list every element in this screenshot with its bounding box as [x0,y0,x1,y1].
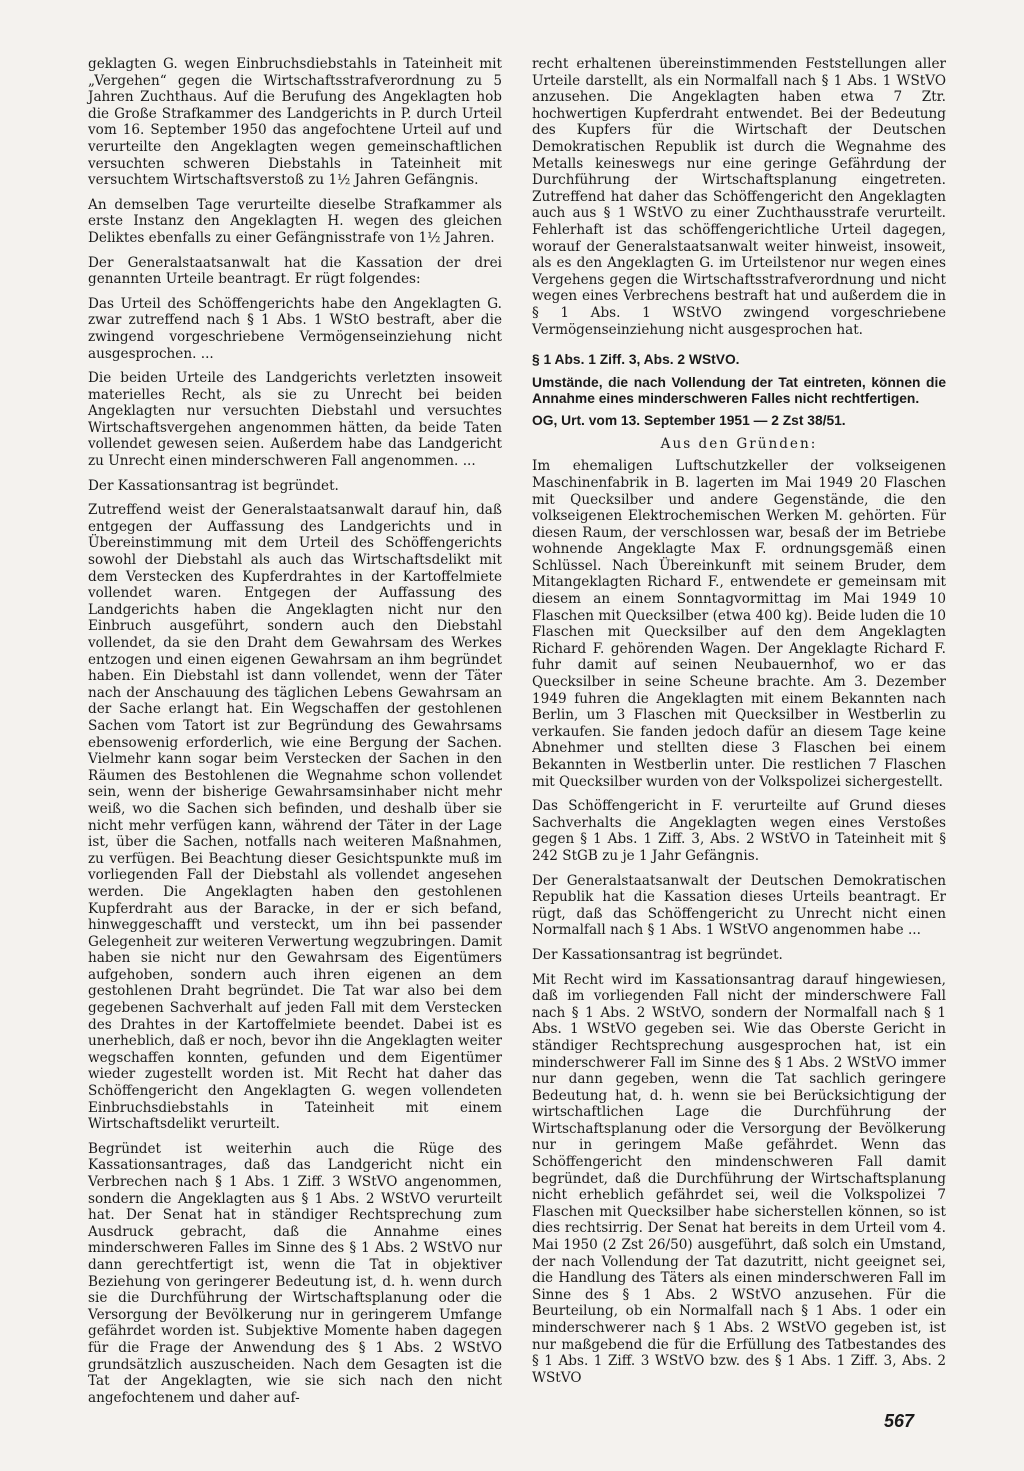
paragraph: An demselben Tage verurteilte dieselbe Strafkammer als erste Instanz den Angeklagten H. wegen des gleichen Deliktes ebenfalls zu einer Gefängnisstrafe von 1½ Jahren. [88,196,502,246]
left-column [88,56,502,1414]
right-column [532,56,946,1394]
paragraph: Mit Recht wird im Kassationsantrag darauf hingewiesen, daß im vorliegenden Fall nicht der minderschwere Fall nach § 1 Abs. 2 WStVO, sondern der Normalfall nach § 1 Abs. 1 WStVO gegeben sei. Wie das Oberste Gericht in ständiger Rechtsprechung ausgesprochen hat, ist ein minderschwerer Fall im Sinne des § 1 Abs. 2 WStVO immer nur dann gegeben, wenn die Tat sachlich geringere Bedeutung hat, d. h. wenn sie bei Berücksichtigung der wirtschaftlichen Lage die Durchführung der Wirtschaftsplanung oder die Versorgung der Bevölkerung nur in geringem Maße gefährdet. Wenn das Schöffengericht den mindenschweren Fall damit begründet, daß die Durchführung der Wirtschaftsplanung nicht erheblich gefährdet sei, weil die Volkspolizei 7 Flaschen mit Quecksilber habe sicherstellen können, so ist dies rechtsirrig. Der Senat hat bereits in dem Urteil vom 4. Mai 1950 (2 Zst 26/50) ausgeführt, daß solch ein Umstand, der nach Vollendung der Tat dazutritt, nicht geeignet sei, die Handlung des Täters als einen minderschweren Fall im Sinne des § 1 Abs. 2 WStVO anzusehen. Für die Beurteilung, ob ein Normalfall nach § 1 Abs. 1 oder ein minderschwerer nach § 1 Abs. 2 WStVO gegeben ist, ist nur maßgebend die für die Erfüllung des Tatbestandes des § 1 Abs. 1 Ziff. 3 WStVO bzw. des § 1 Abs. 1 Ziff. 3, Abs. 2 WStVO [532,971,946,1386]
paragraph: Im ehemaligen Luftschutzkeller der volkseigenen Maschinenfabrik in B. lagerten im Mai 1949 20 Flaschen mit Quecksilber und andere Gegenstände, die den volkseigenen Elektrochemischen Werken M. gehörten. Für diesen Raum, der verschlossen war, besaß der im Betriebe wohnende Angeklagte Max F. ordnungsgemäß einen Schlüssel. Nach Übereinkunft mit seinem Bruder, dem Mitangeklagten Richard F., entwendete er gemeinsam mit diesem an einem Sonntagvormittag im Mai 1949 10 Flaschen mit Quecksilber (etwa 400 kg). Beide luden die 10 Flaschen mit Quecksilber auf den dem Angeklagten Richard F. gehörenden Wagen. Der Angeklagte Richard F. fuhr damit auf seinen Neubauernhof, wo er das Quecksilber in seine Scheune brachte. Am 3. Dezember 1949 fuhren die Angeklagten mit einem Bekannten nach Berlin, um 3 Flaschen mit Quecksilber in Westberlin zu verkaufen. Sie fanden jedoch dafür an diesem Tage keine Abnehmer und stellten diese 3 Flaschen bei einem Bekannten in Westberlin unter. Die restlichen 7 Flaschen mit Quecksilber wurden von der Volkspolizei sichergestellt. [532,458,946,790]
paragraph: Zutreffend weist der Generalstaatsanwalt darauf hin, daß entgegen der Auffassung des Landgerichts und in Übereinstimmung mit dem Urteil des Schöffengerichts sowohl der Diebstahl als auch das Wirtschaftsdelikt mit dem Verstecken des Kupferdrahtes in der Kartoffelmiete vollendet waren. Entgegen der Auffassung des Landgerichts haben die Angeklagten nicht nur den Einbruch ausgeführt, sondern auch den Diebstahl vollendet, da sie den Draht dem Gewahrsam des Werkes entzogen und einen eigenen Gewahrsam an ihm begründet haben. Ein Diebstahl ist dann vollendet, wenn der Täter nach der Anschauung des täglichen Lebens Gewahrsam an der Sache erlangt hat. Ein Wegschaffen der gestohlenen Sachen vom Tatort ist zur Begründung des Gewahrsams ebensowenig erforderlich, wie eine Bergung der Sachen. Vielmehr kann sogar beim Verstecken der Sachen in den Räumen des Bestohlenen die Wegnahme schon vollendet sein, wenn der bisherige Gewahrsamsinhaber nicht mehr weiß, wo die Sachen sich befinden, und deshalb über sie nicht mehr verfügen kann, während der Täter in der Lage ist, über die Sachen, notfalls nach weiteren Maßnahmen, zu verfügen. Bei Beachtung dieser Gesichtspunkte muß im vorliegenden Fall der Diebstahl als vollendet angesehen werden. Die Angeklagten haben den gestohlenen Kupferdraht aus der Baracke, in der er sich befand, hinweggeschafft und versteckt, um ihn bei passender Gelegenheit zur weiteren Verwertung wegzubringen. Damit haben sie nicht nur den Gewahrsam des Eigentümers aufgehoben, sondern auch ihren eigenen an dem gestohlenen Draht begründet. Die Tat war also bei dem gegebenen Sachverhalt auf jeden Fall mit dem Verstecken des Drahtes in der Kartoffelmiete beendet. Dabei ist es unerheblich, daß er noch, bevor ihn die Angeklagten weiter wegschaffen konnten, gefunden und dem Eigentümer wieder zugestellt worden ist. Mit Recht hat daher das Schöffengericht den Angeklagten G. wegen vollendeten Einbruchsdiebstahls in Tateinheit mit einem Wirtschaftsdelikt verurteilt. [88,502,502,1133]
paragraph: geklagten G. wegen Einbruchsdiebstahls in Tateinheit mit „Vergehen“ gegen die Wirtschaftsstrafverordnung zu 5 Jahren Zuchthaus. Auf die Berufung des Angeklagten hob die Große Strafkammer des Landgerichts in P. durch Urteil vom 16. September 1950 das angefochtene Urteil auf und verurteilte den Angeklagten wegen gemeinschaftlichen versuchten schweren Diebstahls in Tateinheit mit versuchtem Wirtschaftsverstoß zu 1½ Jahren Gefängnis. [88,56,502,189]
case-summary-heading: Umstände, die nach Vollendung der Tat eintreten, können die Annahme eines minderschweren Falles nicht rechtfertigen. [532,374,946,406]
paragraph: Begründet ist weiterhin auch die Rüge des Kassationsantrages, daß das Landgericht nicht ein Verbrechen nach § 1 Abs. 1 Ziff. 3 WStVO angenommen, sondern die Angeklagten aus § 1 Abs. 2 WStVO verurteilt hat. Der Senat hat in ständiger Rechtsprechung zum Ausdruck gebracht, daß die Annahme eines minderschweren Falles im Sinne des § 1 Abs. 2 WStVO nur dann gerechtfertigt ist, wenn die Tat in objektiver Beziehung von geringerer Bedeutung ist, d. h. wenn durch sie die Durchführung der Wirtschaftsplanung oder die Versorgung der Bevölkerung nur in geringerem Umfange gefährdet worden ist. Subjektive Momente haben dagegen für die Frage der Anwendung des § 1 Abs. 2 WStVO grundsätzlich auszuscheiden. Nach dem Gesagten ist die Tat der Angeklagten, wie sie sich nach den nicht angefochtenem und daher auf- [88,1140,502,1406]
reasons-heading: Aus den Gründen: [660,435,818,452]
paragraph: recht erhaltenen übereinstimmenden Feststellungen aller Urteile darstellt, als ein Normalfall nach § 1 Abs. 1 WStVO anzusehen. Die Angeklagten haben etwa 7 Ztr. hochwertigen Kupferdraht entwendet. Bei der Bedeutung des Kupfers für die Wirtschaft der Deutschen Demokratischen Republik ist durch die Wegnahme des Metalls keineswegs nur eine geringe Gefährdung der Durchführung der Wirtschaftsplanung eingetreten. Zutreffend hat daher das Schöffengericht den Angeklagten auch aus § 1 WStVO zu einer Zuchthausstrafe verurteilt. Fehlerhaft ist das schöffengerichtliche Urteil dagegen, worauf der Generalstaatsanwalt weiter hinweist, insoweit, als es den Angeklagten G. im Urteilstenor nur wegen eines Vergehens gegen die Wirtschaftsstrafverordnung und nicht wegen eines Verbrechens bestraft hat und außerdem die in § 1 Abs. 1 WStVO zwingend vorgeschriebene Vermögenseinziehung nicht ausgesprochen hat. [532,56,946,338]
paragraph: Das Schöffengericht in F. verurteilte auf Grund dieses Sachverhalts die Angeklagten wegen eines Verstoßes gegen § 1 Abs. 1 Ziff. 3, Abs. 2 WStVO in Tateinheit mit § 242 StGB zu je 1 Jahr Gefängnis. [532,798,946,864]
paragraph: Das Urteil des Schöffengerichts habe den Angeklagten G. zwar zutreffend nach § 1 Abs. 1 WStO bestraft, aber die zwingend vorgeschriebene Vermögenseinziehung nicht ausgesprochen. ... [88,295,502,362]
paragraph: Der Kassationsantrag ist begründet. [88,477,339,494]
case-reference-heading: OG, Urt. vom 13. September 1951 — 2 Zst 38/51. [532,413,846,429]
page-number: 567 [884,1411,915,1431]
paragraph: Die beiden Urteile des Landgerichts verletzten insoweit materielles Recht, als sie zu Unrecht bei beiden Angeklagten nur versuchten Diebstahl und versuchtes Wirtschaftsvergehen angenommen hätten, da beide Taten vollendet gewesen seien. Außerdem habe das Landgericht zu Unrecht einen minderschweren Fall angenommen. ... [88,370,502,470]
paragraph: Der Generalstaatsanwalt der Deutschen Demokratischen Republik hat die Kassation dieses Urteils beantragt. Er rügt, daß das Schöffengericht zu Unrecht nicht einen Normalfall nach § 1 Abs. 1 WStVO angenommen habe ... [532,872,946,939]
case-statute-heading: § 1 Abs. 1 Ziff. 3, Abs. 2 WStVO. [532,352,740,368]
paragraph: Der Generalstaatsanwalt hat die Kassation der drei genannten Urteile beantragt. Er rügt folgendes: [88,254,502,288]
paragraph: Der Kassationsantrag ist begründet. [532,946,783,963]
